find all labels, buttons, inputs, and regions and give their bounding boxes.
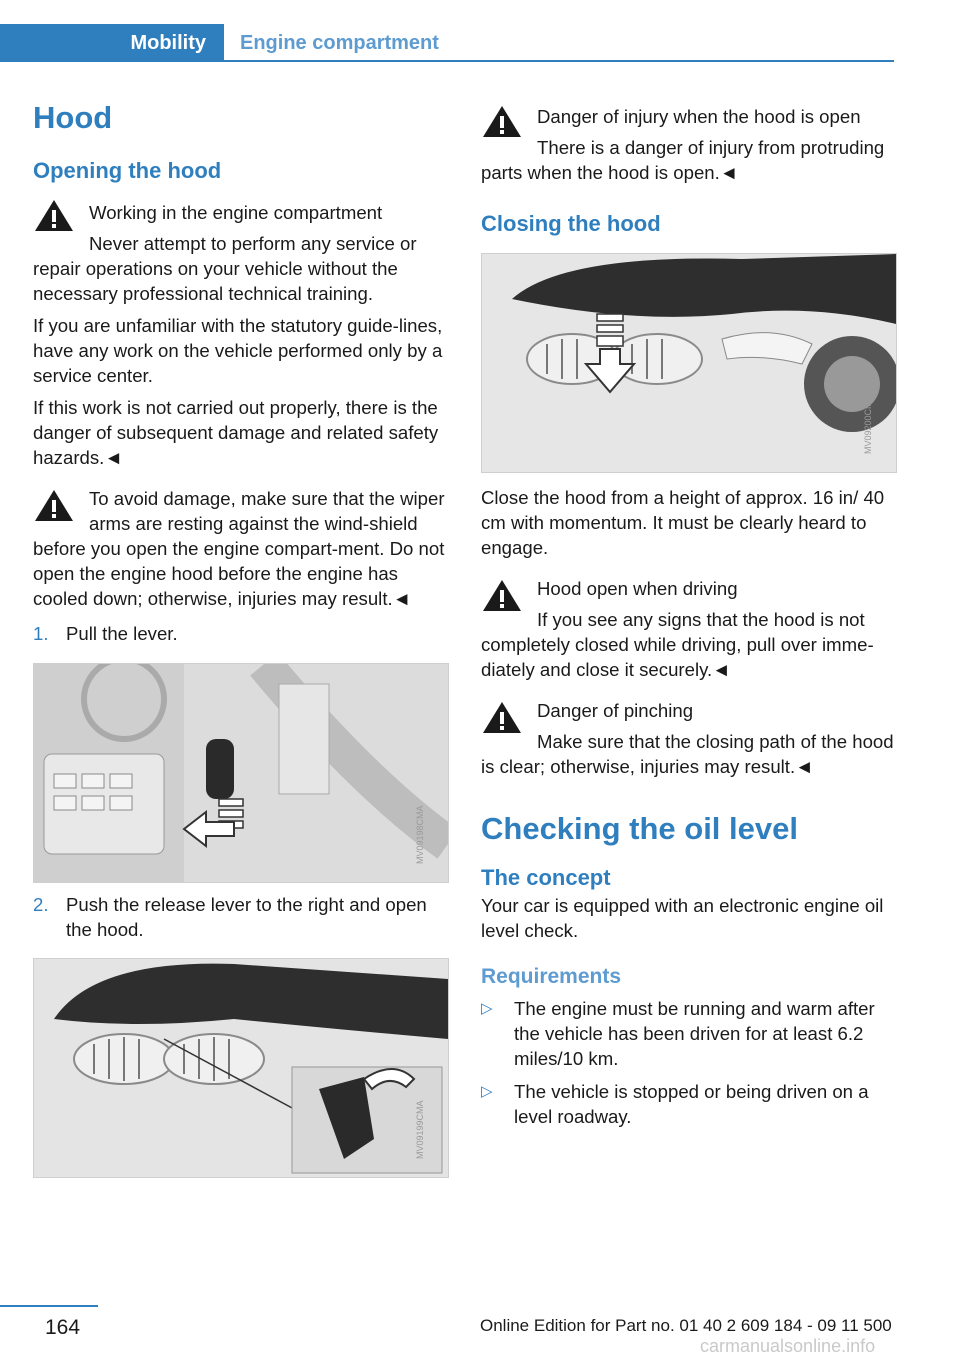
warning-block <box>33 484 451 611</box>
requirement-text: The engine must be running and warm after the vehicle has been driven for at least 6.2 miles/10 km. <box>514 998 875 1069</box>
closing-hood-illustration <box>482 254 896 472</box>
warning-block <box>481 696 897 779</box>
figure-lever <box>33 663 449 883</box>
bullet-icon: ▷ <box>481 1000 493 1017</box>
list-item <box>33 621 451 646</box>
page-header <box>0 24 960 62</box>
page-number: 164 <box>45 1316 81 1339</box>
warning-icon <box>481 700 523 736</box>
figure-code: MV09199CMA <box>415 1100 426 1159</box>
figure-code: MV09200CMA <box>863 395 874 454</box>
oil-level-heading: Checking the oil level <box>481 811 798 846</box>
paragraph: Your car is equipped with an electronic engine oil level check. <box>481 895 884 941</box>
warning-icon <box>481 578 523 614</box>
hood-heading: Hood <box>33 100 113 135</box>
warning-block <box>481 574 897 682</box>
list-item <box>33 892 451 942</box>
warning-text: Make sure that the closing path of the hood is clear; otherwise, injuries may result.◄ <box>481 731 894 777</box>
footer-rule <box>0 1305 98 1307</box>
hood-release-illustration <box>34 959 448 1177</box>
step-text: Pull the lever. <box>66 623 178 644</box>
left-column <box>33 100 451 1178</box>
warning-text: If you see any signs that the hood is not completely closed while driving, pull over imme-diately and close it securely.◄ <box>481 609 874 680</box>
edition-text: Online Edition for Part no. 01 40 2 609 184 - 09 11 500 <box>480 1316 892 1335</box>
figure-code: MV09198CMA <box>415 805 426 864</box>
paragraph: If you are unfamiliar with the statutory guide-lines, have any work on the vehicle performed only by a service center. <box>33 315 443 386</box>
warning-icon <box>33 198 75 234</box>
header-rule <box>224 60 894 62</box>
opening-hood-heading: Opening the hood <box>33 158 222 183</box>
warning-text: Never attempt to perform any service or repair operations on your vehicle without the necessary professional technical training. <box>33 233 417 304</box>
step-number: 1. <box>33 623 49 644</box>
warning-title: Danger of injury when the hood is open <box>537 106 861 127</box>
warning-block <box>481 100 897 185</box>
warning-block <box>33 194 451 306</box>
subsection-title: Engine compartment <box>240 32 439 54</box>
step-number: 2. <box>33 894 49 915</box>
figure-release-lever <box>33 958 449 1178</box>
warning-title: Danger of pinching <box>537 700 694 721</box>
paragraph: Close the hood from a height of approx. 16 in/ 40 cm with momentum. It must be clearly heard to engage. <box>481 487 885 558</box>
warning-icon <box>481 104 523 140</box>
right-column <box>481 100 897 1129</box>
figure-closing-hood <box>481 253 897 473</box>
closing-hood-heading: Closing the hood <box>481 211 661 236</box>
section-tab: Mobility <box>0 24 224 62</box>
lever-illustration <box>34 664 448 882</box>
warning-text: There is a danger of injury from protruding parts when the hood is open.◄ <box>481 137 885 183</box>
warning-text: To avoid damage, make sure that the wiper arms are resting against the wind-shield before you open the engine compart-ment. Do not open the engine hood before the engine has cooled down; otherwise, injuries may result.◄ <box>33 488 445 609</box>
requirement-text: The vehicle is stopped or being driven on a level roadway. <box>514 1081 869 1127</box>
watermark: carmanualsonline.info <box>700 1336 876 1356</box>
concept-heading: The concept <box>481 865 611 890</box>
warning-icon <box>33 488 75 524</box>
warning-title: Working in the engine compartment <box>89 202 383 223</box>
bullet-icon: ▷ <box>481 1083 493 1100</box>
paragraph: If this work is not carried out properly, there is the danger of subsequent damage and related safety hazards.◄ <box>33 397 439 468</box>
requirements-heading: Requirements <box>481 965 622 988</box>
warning-title: Hood open when driving <box>537 578 738 599</box>
list-item <box>481 996 897 1071</box>
step-text: Push the release lever to the right and open the hood. <box>66 894 427 940</box>
list-item <box>481 1079 897 1129</box>
